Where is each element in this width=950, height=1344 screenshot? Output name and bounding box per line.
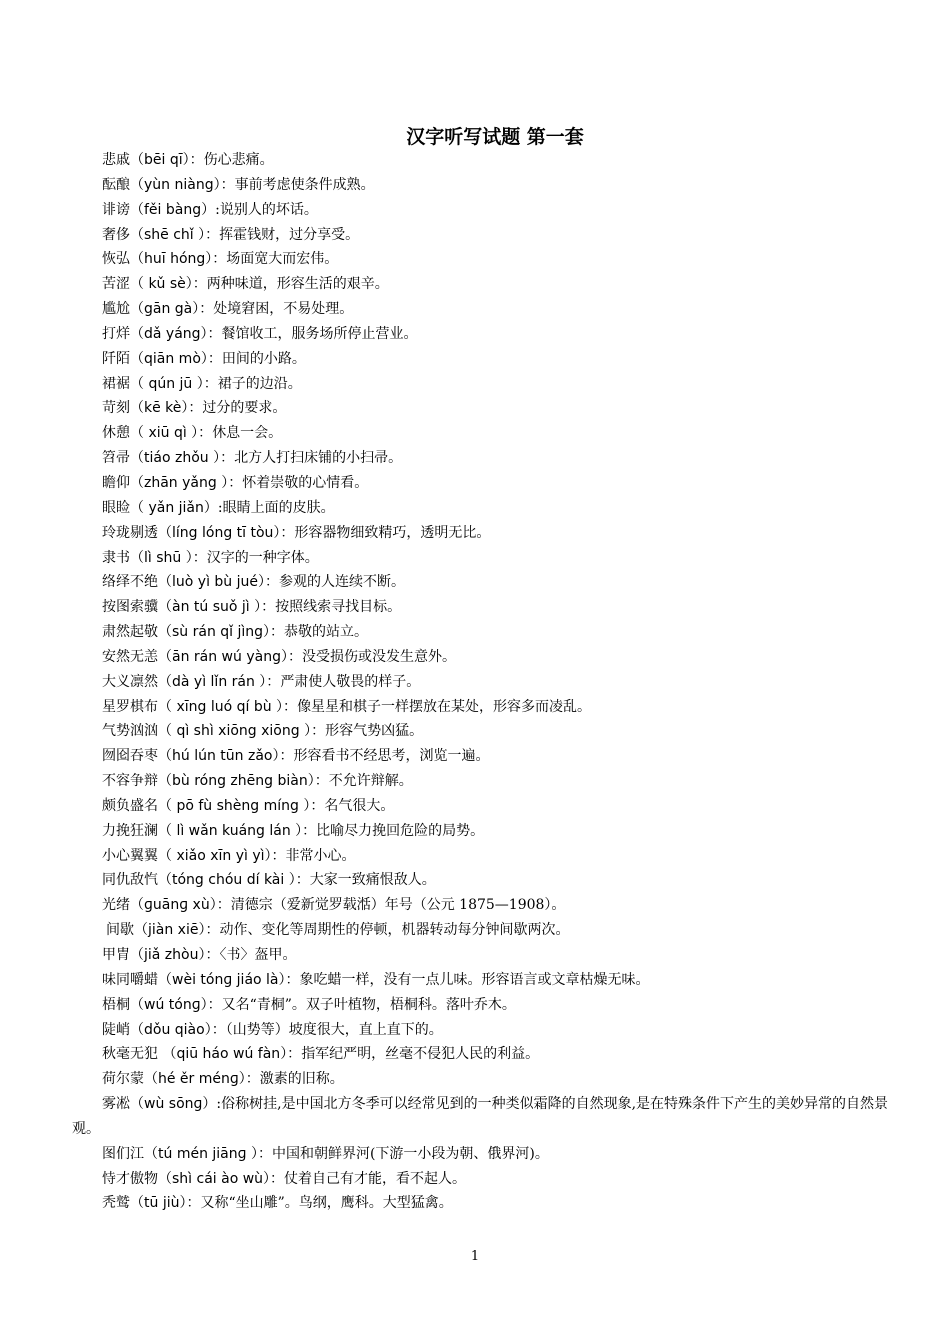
entry-definition: 事前考虑使条件成熟。 <box>234 176 375 193</box>
entry-word: 按图索骥 <box>102 599 158 616</box>
entry-definition: 裙子的边沿。 <box>217 375 302 392</box>
entry-pinyin: qì shì xiōng xiōng <box>176 723 300 740</box>
entry-pinyin: líng lóng tī tòu <box>172 524 274 541</box>
close-paren: ）： <box>263 1170 285 1187</box>
entry-definition: 俗称树挂,是中国北方冬季可以经常见到的一种类似霜降的自然现象,是在特殊条件下产生的美妙异常的自然景观。 <box>72 1096 889 1137</box>
open-paren: （ <box>130 1021 144 1038</box>
entry-definition: 处境窘困，不易处理。 <box>213 301 354 318</box>
entry-pinyin: yǎn jiǎn <box>148 499 204 516</box>
entry-definition: 北方人打扫床铺的小扫帚。 <box>234 450 403 467</box>
list-item <box>72 819 892 844</box>
close-paren: ）： <box>307 773 329 790</box>
open-paren: （ <box>158 1170 172 1187</box>
close-paren: ）： <box>198 922 220 939</box>
entry-definition: 餐馆收工，服务场所停止营业。 <box>221 325 418 342</box>
list-item <box>72 297 892 322</box>
entry-definition: 两种味道，形容生活的艰辛。 <box>206 276 389 293</box>
entry-pinyin: huī hóng <box>144 251 206 268</box>
entry-word: 隶书 <box>102 549 130 566</box>
open-paren: （ <box>130 152 144 168</box>
entry-pinyin: tú mén jiānɡ <box>158 1145 247 1162</box>
list-item <box>72 645 892 670</box>
entry-definition: 伤心悲痛。 <box>203 152 274 168</box>
entry-pinyin: wèi tónɡ jiáo là <box>172 971 279 988</box>
entry-pinyin: gān gà <box>144 301 193 318</box>
entry-definition: 眼睛上面的皮肤。 <box>222 499 335 516</box>
entry-word: 络绎不绝 <box>102 574 158 591</box>
open-paren: （ <box>130 400 144 417</box>
entry-pinyin: bù róng zhēng biàn <box>172 773 308 790</box>
open-paren: （ <box>130 1096 144 1113</box>
entry-word: 恃才傲物 <box>102 1170 158 1187</box>
close-paren: ）： <box>280 1046 302 1063</box>
entry-word: 雾凇 <box>102 1096 130 1113</box>
close-paren: ）： <box>198 947 220 963</box>
close-paren: ）： <box>213 176 235 193</box>
list-item <box>72 521 892 546</box>
entry-definition: （山势等）坡度很大，直上直下的。 <box>225 1021 443 1038</box>
entry-definition: 非常小心。 <box>285 847 356 864</box>
entry-pinyin: qún jū <box>148 375 193 392</box>
entry-pinyin: dǒu qiào <box>144 1021 205 1038</box>
entry-pinyin: lì wǎn kuáng lán <box>176 822 291 839</box>
entry-pinyin: sù rán qǐ jìng <box>172 624 264 641</box>
close-paren: ）： <box>271 698 298 715</box>
entry-word: 图们江 <box>102 1145 144 1162</box>
list-item <box>72 546 892 571</box>
close-paren: ）： <box>208 450 235 467</box>
entry-word: 大义凛然 <box>102 673 158 690</box>
entry-pinyin: bēi qī <box>144 152 183 168</box>
open-paren: （ <box>130 1195 144 1212</box>
open-paren: （ <box>130 301 144 318</box>
entry-word: 陡峭 <box>102 1021 130 1038</box>
open-paren: （ <box>134 922 148 939</box>
close-paren: ）： <box>290 822 317 839</box>
entry-word: 瞻仰 <box>102 474 130 491</box>
open-paren: （ <box>130 375 149 392</box>
close-paren: ）： <box>263 624 285 641</box>
entry-word: 裙裾 <box>102 375 130 392</box>
entry-definition: 仗着自己有才能，看不起人。 <box>284 1170 467 1187</box>
entry-word: 秃鹫 <box>102 1195 130 1212</box>
entry-word: 悲戚 <box>102 152 130 168</box>
entry-word: 休憩 <box>102 425 130 442</box>
entry-word: 囫囵吞枣 <box>102 748 158 765</box>
close-paren: ）： <box>249 599 276 616</box>
list-item <box>72 347 892 372</box>
entry-word: 打烊 <box>102 325 130 342</box>
entry-pinyin: ān rán wú yàng <box>172 648 281 665</box>
entry-pinyin: wú tónɡ <box>144 996 201 1013</box>
list-item <box>72 1018 892 1043</box>
close-paren: ）： <box>272 748 294 765</box>
open-paren: （ <box>130 325 144 342</box>
open-paren: （ <box>130 499 149 516</box>
entry-word: 恢弘 <box>102 251 130 268</box>
entry-definition: 形容看书不经思考，浏览一遍。 <box>293 748 490 765</box>
list-item <box>72 695 892 720</box>
open-paren: （ <box>158 599 172 616</box>
entry-word: 味同嚼蜡 <box>102 971 158 988</box>
entry-pinyin: tóng chóu dí kài <box>172 872 285 889</box>
list-item <box>72 446 892 471</box>
close-paren: ）： <box>264 847 286 864</box>
open-paren: （ <box>158 971 172 988</box>
entry-word: 秋毫无犯 <box>102 1046 158 1063</box>
open-paren: （ <box>158 698 177 715</box>
close-paren: ）： <box>185 276 207 293</box>
open-paren: （ <box>130 425 149 442</box>
open-paren: （ <box>130 450 144 467</box>
list-item <box>72 496 892 521</box>
entry-definition: 场面宽大而宏伟。 <box>226 251 339 268</box>
entry-word: 力挽狂澜 <box>102 822 158 839</box>
open-paren: （ <box>158 673 172 690</box>
entry-definition: 指军纪严明，丝毫不侵犯人民的利益。 <box>301 1046 540 1063</box>
entry-definition: 激素的旧称。 <box>259 1071 344 1088</box>
entry-definition: 形容气势凶猛。 <box>325 723 424 740</box>
entry-pinyin: xiū qì <box>148 425 187 442</box>
entry-list <box>72 148 892 1216</box>
close-paren: ）： <box>200 350 222 367</box>
entry-pinyin: àn tú suǒ jì <box>172 599 250 616</box>
entry-definition: 不允许辩解。 <box>328 773 413 790</box>
entry-definition: 没受损伤或没发生意外。 <box>301 648 456 665</box>
entry-pinyin: shì cái ào wù <box>172 1170 264 1187</box>
open-paren: （ <box>158 872 172 889</box>
entry-definition: 怀着崇敬的心情看。 <box>242 474 369 491</box>
list-item <box>72 272 892 297</box>
list-item <box>72 719 892 744</box>
entry-definition: 中国和朝鲜界河(下游一小段为朝、俄界河)。 <box>271 1145 549 1162</box>
entry-word: 小心翼翼 <box>102 847 158 864</box>
open-paren: （ <box>158 648 172 665</box>
entry-pinyin: qiū háo wú fàn <box>176 1046 281 1063</box>
close-paren: ）： <box>284 872 310 889</box>
entry-word: 同仇敌忾 <box>102 872 158 889</box>
close-paren: ）： <box>193 226 220 243</box>
open-paren: （ <box>130 251 144 268</box>
entry-word: 玲珑剔透 <box>102 524 158 541</box>
open-paren: （ <box>158 524 172 541</box>
entry-definition: 形容器物细致精巧，透明无比。 <box>294 524 491 541</box>
list-item <box>72 918 892 943</box>
entry-definition: 名气很大。 <box>324 797 395 814</box>
list-item <box>72 1092 892 1142</box>
list-item <box>72 620 892 645</box>
entry-word: 苦涩 <box>102 276 130 293</box>
entry-pinyin: lì shū <box>144 549 182 566</box>
open-paren: （ <box>158 1046 177 1063</box>
close-paren: ）: <box>202 1096 222 1113</box>
list-item <box>72 670 892 695</box>
entry-pinyin: tū jiù <box>144 1195 180 1212</box>
list-item <box>72 148 892 173</box>
entry-word: 颇负盛名 <box>102 797 158 814</box>
entry-definition: 田间的小路。 <box>221 350 306 367</box>
entry-word: 星罗棋布 <box>102 698 158 715</box>
entry-pinyin: qiān mò <box>144 350 201 367</box>
open-paren: （ <box>130 350 144 367</box>
entry-definition: 说别人的坏话。 <box>219 201 318 218</box>
entry-word: 笤帚 <box>102 450 130 467</box>
list-item <box>72 968 892 993</box>
entry-definition: 比喻尽力挽回危险的局势。 <box>316 822 485 839</box>
entry-word: 尴尬 <box>102 301 130 318</box>
list-item <box>72 794 892 819</box>
close-paren: ）： <box>209 897 231 914</box>
page-number: 1 <box>470 1249 480 1264</box>
close-paren: ）： <box>200 996 222 1013</box>
entry-definition: 恭敬的站立。 <box>284 624 369 641</box>
open-paren: （ <box>130 947 144 963</box>
entry-pinyin: shē chǐ <box>144 226 194 243</box>
entry-pinyin: luò yì bù jué <box>172 574 258 591</box>
list-item <box>72 247 892 272</box>
close-paren: ）： <box>181 400 203 417</box>
open-paren: （ <box>130 176 144 193</box>
entry-pinyin: fěi bàng <box>144 201 202 218</box>
open-paren: （ <box>130 897 144 914</box>
entry-word: 气势汹汹 <box>102 723 158 740</box>
open-paren: （ <box>130 226 144 243</box>
close-paren: ）： <box>182 152 204 168</box>
entry-word: 阡陌 <box>102 350 130 367</box>
close-paren: ）： <box>216 474 243 491</box>
close-paren: ）： <box>246 1145 272 1162</box>
open-paren: （ <box>158 773 172 790</box>
list-item <box>72 173 892 198</box>
entry-word: 诽谤 <box>102 201 130 218</box>
entry-definition: 休息一会。 <box>212 425 283 442</box>
list-item <box>72 1191 892 1216</box>
open-paren: （ <box>158 748 172 765</box>
list-item <box>72 744 892 769</box>
entry-word: 光绪 <box>102 897 130 914</box>
entry-word: 安然无恙 <box>102 648 158 665</box>
entry-pinyin: xiǎo xīn yì yì <box>176 847 265 864</box>
entry-word: 眼睑 <box>102 499 130 516</box>
entry-definition: 严肃使人敬畏的样子。 <box>280 673 421 690</box>
open-paren: （ <box>144 1145 158 1162</box>
entry-definition: 挥霍钱财，过分享受。 <box>219 226 360 243</box>
entry-pinyin: hú lún tūn zǎo <box>172 748 273 765</box>
list-item <box>72 893 892 918</box>
entry-pinyin: dǎ yáng <box>144 325 201 342</box>
entry-definition: 参观的人连续不断。 <box>279 574 405 591</box>
close-paren: ）： <box>298 797 325 814</box>
close-paren: ）： <box>280 648 302 665</box>
list-item <box>72 198 892 223</box>
entry-pinyin: yùn niàng <box>144 176 214 193</box>
close-paren: ）： <box>200 325 222 342</box>
open-paren: （ <box>130 996 144 1013</box>
entry-pinyin: wù sōnɡ <box>144 1096 203 1113</box>
list-item <box>72 844 892 869</box>
entry-definition: 又称“坐山雕”。鸟纲，鹰科。大型猛禽。 <box>200 1195 453 1212</box>
entry-pinyin: jiǎ zhòu <box>144 947 199 963</box>
open-paren: （ <box>158 797 177 814</box>
entry-definition: 像星星和棋子一样摆放在某处，形容多而凌乱。 <box>297 698 592 715</box>
entry-definition: 过分的要求。 <box>202 400 287 417</box>
close-paren: ）： <box>192 375 218 392</box>
close-paren: ）： <box>179 1195 201 1212</box>
entry-definition: 又名“青桐”。双子叶植物，梧桐科。落叶乔木。 <box>221 996 516 1013</box>
entry-pinyin: zhān yǎng <box>144 474 217 491</box>
close-paren: ）: <box>203 499 223 516</box>
entry-word: 不容争辩 <box>102 773 158 790</box>
entry-word: 苛刻 <box>102 400 130 417</box>
list-item <box>72 595 892 620</box>
list-item <box>72 570 892 595</box>
close-paren: ）： <box>254 673 281 690</box>
entry-pinyin: dà yì lǐn rán <box>172 673 255 690</box>
list-item <box>72 322 892 347</box>
close-paren: ）： <box>238 1071 260 1088</box>
close-paren: ）： <box>204 1021 226 1038</box>
entry-word: 甲胄 <box>102 947 130 963</box>
page-title: 汉字听写试题 第一套 <box>406 126 584 148</box>
list-item <box>72 993 892 1018</box>
entry-definition: 汉字的一种字体。 <box>206 549 319 566</box>
entry-pinyin: pō fù shèng míng <box>176 797 299 814</box>
entry-definition: 动作、变化等周期性的停顿，机器转动每分钟间歇两次。 <box>219 922 570 939</box>
close-paren: ）： <box>181 549 207 566</box>
open-paren: （ <box>130 201 144 218</box>
entry-pinyin: kǔ sè <box>148 276 186 293</box>
close-paren: ）： <box>299 723 326 740</box>
list-item <box>72 1042 892 1067</box>
entry-pinyin: kē kè <box>144 400 182 417</box>
entry-definition: 象吃蜡一样，没有一点儿味。形容语言或文章枯燥无味。 <box>299 971 650 988</box>
open-paren: （ <box>158 822 177 839</box>
open-paren: （ <box>158 574 172 591</box>
list-item <box>72 943 892 968</box>
open-paren: （ <box>130 549 144 566</box>
entry-word: 梧桐 <box>102 996 130 1013</box>
open-paren: （ <box>158 723 177 740</box>
list-item <box>72 1067 892 1092</box>
open-paren: （ <box>130 474 144 491</box>
close-paren: ）： <box>278 971 300 988</box>
list-item <box>72 421 892 446</box>
close-paren: ）： <box>205 251 227 268</box>
entry-word: 荷尔蒙 <box>102 1071 144 1088</box>
open-paren: （ <box>158 624 172 641</box>
list-item <box>72 396 892 421</box>
entry-pinyin: hé ěr ménɡ <box>158 1071 239 1088</box>
entry-definition: 〈书〉盔甲。 <box>219 947 297 963</box>
close-paren: ）： <box>273 524 295 541</box>
list-item <box>72 1142 892 1167</box>
close-paren: ）： <box>186 425 213 442</box>
close-paren: ）： <box>192 301 214 318</box>
entry-definition: 清德宗（爱新觉罗载湉）年号（公元 1875—1908）。 <box>230 897 566 914</box>
list-item <box>72 1167 892 1192</box>
list-item <box>72 471 892 496</box>
open-paren: （ <box>130 276 149 293</box>
list-item <box>72 372 892 397</box>
entry-definition: 大家一致痛恨敌人。 <box>309 872 436 889</box>
entry-definition: 按照线索寻找目标。 <box>275 599 402 616</box>
list-item <box>72 223 892 248</box>
open-paren: （ <box>158 847 177 864</box>
entry-pinyin: ɡuānɡ xù <box>144 897 210 914</box>
entry-word: 奢侈 <box>102 226 130 243</box>
close-paren: ）： <box>258 574 279 591</box>
list-item <box>72 868 892 893</box>
close-paren: ）: <box>201 201 220 218</box>
entry-pinyin: xīng luó qí bù <box>176 698 272 715</box>
entry-pinyin: tiáo zhǒu <box>144 450 209 467</box>
open-paren: （ <box>144 1071 158 1088</box>
entry-pinyin: jiàn xiē <box>148 922 199 939</box>
entry-word: 间歇 <box>106 922 134 939</box>
entry-word: 酝酿 <box>102 176 130 193</box>
list-item <box>72 769 892 794</box>
entry-word: 肃然起敬 <box>102 624 158 641</box>
